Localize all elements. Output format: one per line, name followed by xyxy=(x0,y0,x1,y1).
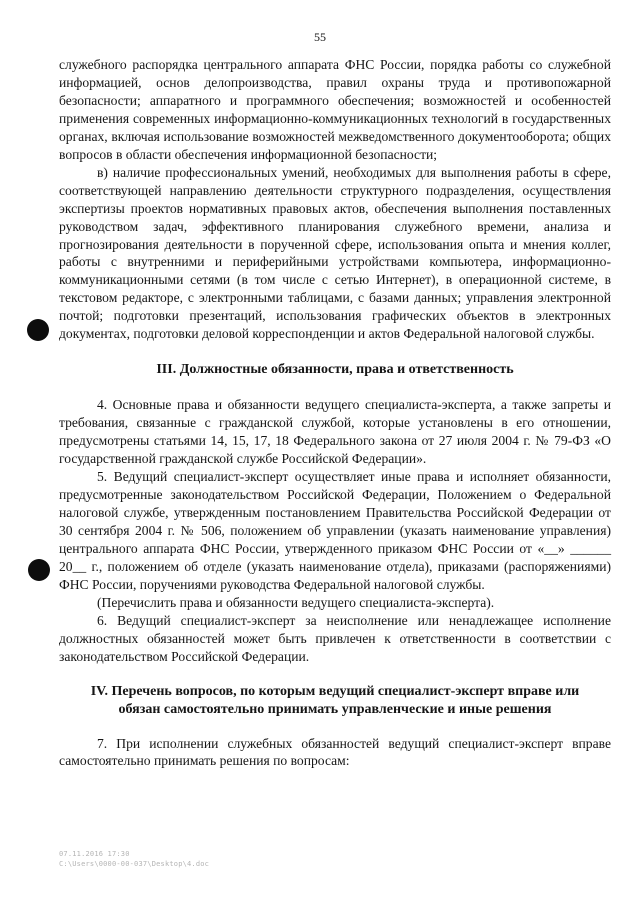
page-number: 55 xyxy=(314,30,326,44)
document-body xyxy=(59,56,611,770)
footer-stamp xyxy=(59,849,209,869)
binder-hole xyxy=(27,319,49,341)
section-heading-line: IV. Перечень вопросов, по которым ведущий специалист-эксперт вправе или xyxy=(90,683,580,699)
section-heading: III. Должностные обязанности, права и ответственность xyxy=(156,362,514,378)
paragraph: служебного распорядка центрального аппарата ФНС России, порядка работы со служебной информацией, основ делопроизводства, правил охраны труда и противопожарной безопасности; аппаратного и программного обеспечения; возможностей и особенностей применения современных информационно-коммуникационных технологий в государственных органах, включая использование возможностей межведомственного документооборота; общих вопросов в области обеспечения информационной безопасности; xyxy=(59,57,611,162)
footer-date: 07.11.2016 17:30 xyxy=(59,850,130,858)
paragraph-note: (Перечислить права и обязанности ведущего специалиста-эксперта). xyxy=(97,594,495,610)
binder-hole xyxy=(28,559,50,581)
paragraph: 4. Основные права и обязанности ведущего специалиста-эксперта, а также запреты и требования, связанные с гражданской службой, которые установлены в его отношении, предусмотрены статьями 14, 15, 17, 18 Федерального закона от 27 июля 2004 г. № 79-ФЗ «О государственной гражданской службе Российской Федерации». xyxy=(59,397,611,467)
section-heading xyxy=(59,683,611,719)
paragraph: 7. При исполнении служебных обязанностей ведущий специалист-эксперт вправе самостоятельно принимать решения по вопросам: xyxy=(59,735,611,769)
paragraph: 5. Ведущий специалист-эксперт осуществляет иные права и исполняет обязанности, предусмотренные законодательством Российской Федерации, Положением о Федеральной налоговой службе, утвержденным постановлением Правительства Российской Федерации от 30 сентября 2004 г. № 506, положением об управлении (указать наименование управления) центрального аппарата ФНС России, утвержденного приказом ФНС России от «__» ______ 20__ г., положением об отделе (указать наименование отдела), приказами (распоряжениями) ФНС России, поручениями руководства Федеральной налоговой службы. xyxy=(59,469,611,592)
paragraph: 6. Ведущий специалист-эксперт за неисполнение или ненадлежащее исполнение должностных обязанностей может быть привлечен к ответственности в соответствии с законодательством Российской Федерации. xyxy=(59,612,611,664)
section-heading-line: обязан самостоятельно принимать управленческие и иные решения xyxy=(118,701,552,717)
footer-path: С:\Users\0000-00-037\Desktop\4.doc xyxy=(59,860,210,868)
paragraph: в) наличие профессиональных умений, необходимых для выполнения работы в сфере, соответствующей направлению деятельности структурного подразделения, осуществления экспертизы проектов нормативных правовых актов, обеспечения выполнения поставленных руководством задач, эффективного планирования служебного времени, анализа и прогнозирования деятельности в порученной сфере, использования опыта и мнения коллег, работы с внутренними и периферийными устройствами компьютера, информационно-коммуникационными сетями (в том числе с сетью Интернет), в операционной системе, в текстовом редакторе, с электронными таблицами, с базами данных; управления электронной почтой; подготовки презентаций, использования графических объектов в электронных документах, подготовки деловой корреспонденции и актов Федеральной налоговой службы. xyxy=(59,164,611,342)
